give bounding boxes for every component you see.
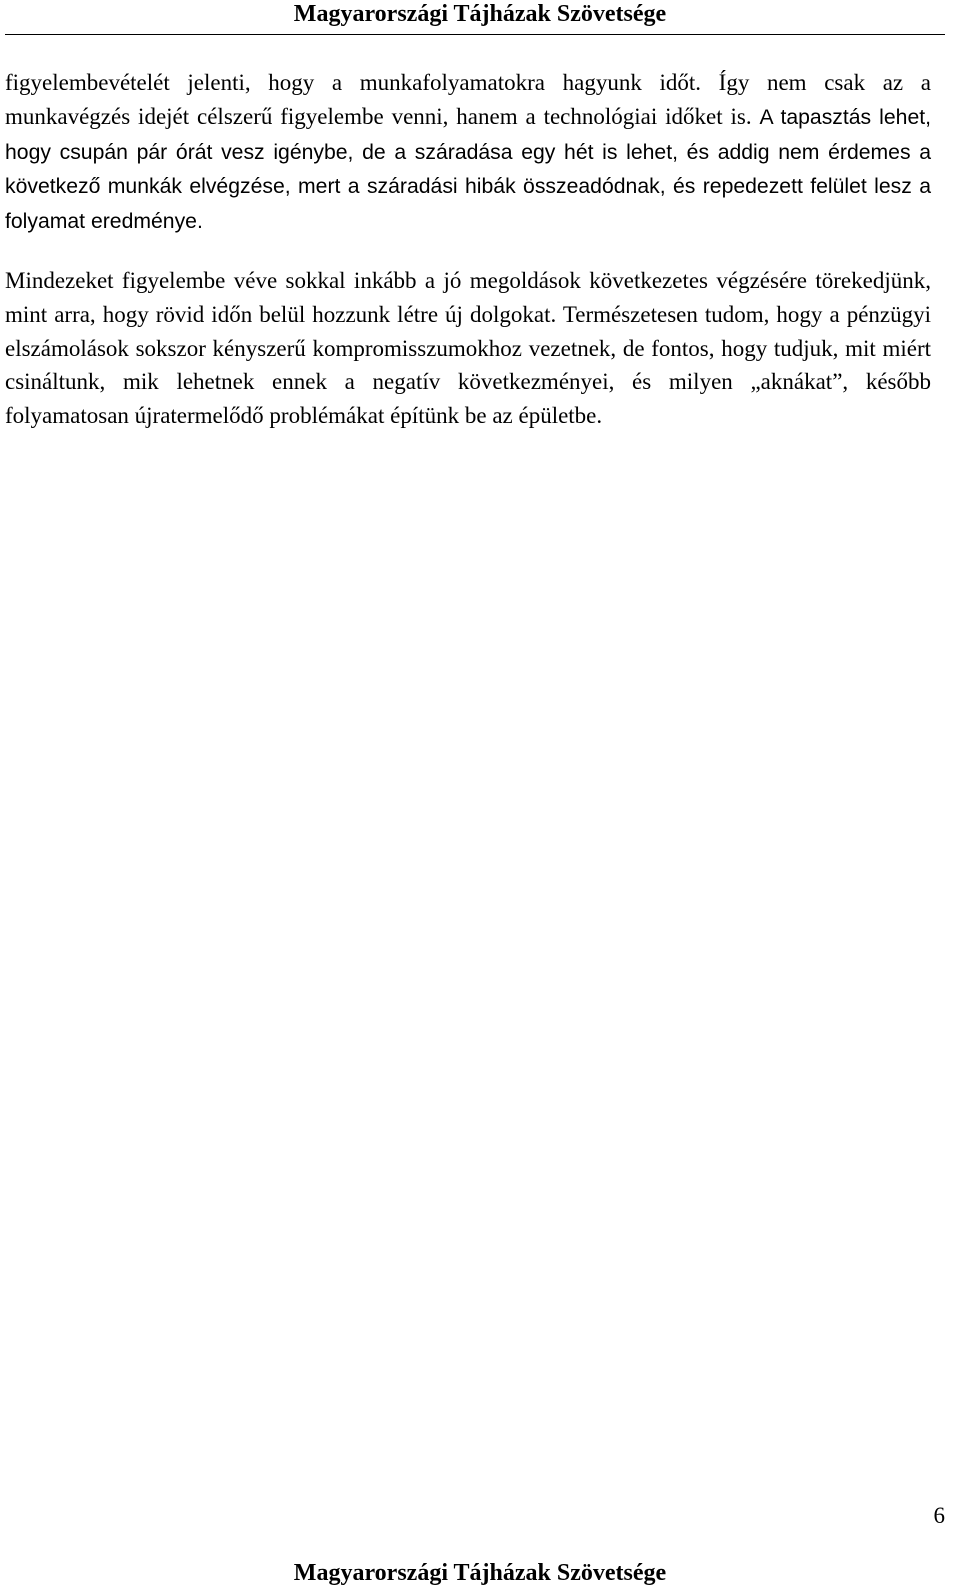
page-number: 6 — [933, 1503, 945, 1528]
paragraph-1 — [5, 66, 931, 239]
header-divider — [5, 34, 945, 35]
paragraph-1-part-2: A tapasztás lehet, hogy csupán pár órát vesz igénybe, de a száradása egy hét is lehet, és addig nem érdemes a következő munkák elvégzése, mert a száradási hibák összeadódnak, és repedezett felület lesz a folyamat eredménye. — [5, 105, 931, 234]
paragraph-2: Mindezeket figyelembe véve sokkal inkább a jó megoldások következetes végzésére törekedjünk, mint arra, hogy rövid időn belül hozzunk létre új dolgokat. Természetesen tudom, hogy a pénzügyi elszámolások sokszor kényszerű kompromisszumokhoz vezetnek, de fontos, hogy tudjuk, mit miért csináltunk, mik lehetnek ennek a negatív következményei, és milyen „aknákat”, később folyamatosan újratermelődő problémákat építünk be az épületbe. — [5, 267, 931, 429]
paragraph-1-part-1: figyelembevételét jelenti, hogy a munkafolyamatokra hagyunk időt. Így nem csak az a munkavégzés idejét célszerű figyelembe venni, hanem a technológiai időket is. — [5, 70, 931, 129]
page-header-title: Magyarországi Tájházak Szövetsége — [293, 1, 667, 27]
page-footer-title: Magyarországi Tájházak Szövetsége — [293, 1560, 667, 1586]
document-body — [5, 66, 931, 433]
